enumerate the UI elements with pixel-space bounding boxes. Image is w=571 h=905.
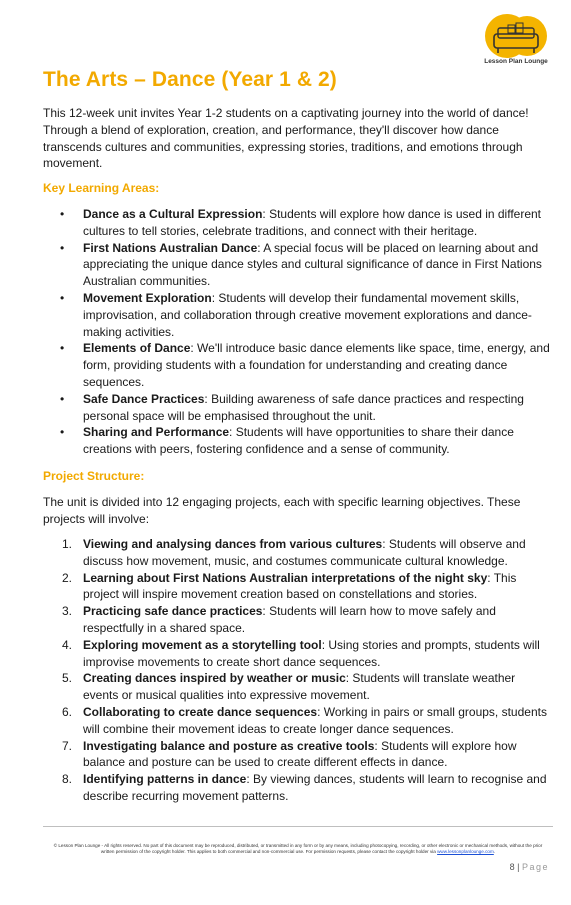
item-text: : Working in pairs or small groups, students will combine their movement ideas to create longer dance sequences. xyxy=(83,704,547,736)
link-suffix: . xyxy=(493,849,496,855)
bullet-icon: • xyxy=(60,341,65,356)
list-item xyxy=(60,340,552,390)
page-separator: | xyxy=(514,862,522,872)
footer-divider xyxy=(43,826,553,827)
item-text: : Students will explore how dance is used in different cultures to tell stories, celebrate traditions, and connect with their heritage. xyxy=(83,207,542,238)
item-term: Elements of Dance xyxy=(83,341,191,356)
item-text: : Students will develop their fundamental movement skills, improvisation, and collaboration through creative movement explorations and dance-making activities. xyxy=(83,290,532,339)
item-text: : Using stories and prompts, students will improvise movements to create short dance sequences. xyxy=(83,637,540,669)
item-term: Creating dances inspired by weather or music xyxy=(83,671,346,686)
item-term: First Nations Australian Dance xyxy=(83,240,258,255)
key-learning-list xyxy=(60,206,552,458)
list-item xyxy=(60,570,552,604)
item-text: : Building awareness of safe dance practices and respecting personal space will be emphasised throughout the unit. xyxy=(83,391,524,423)
page-number xyxy=(510,862,549,872)
bullet-icon: • xyxy=(60,207,65,221)
item-term: Safe Dance Practices xyxy=(83,391,205,406)
project-structure-heading: Project Structure: xyxy=(43,469,145,483)
item-text: : We'll introduce basic dance elements like space, time, energy, and form, providing students with a foundation for understanding and creating dance sequences. xyxy=(83,341,550,389)
logo-text: Lesson Plan Lounge xyxy=(484,58,548,65)
item-number: 4. xyxy=(62,637,73,652)
item-text: : By viewing dances, students will learn to recognise and describe recurring movement patterns. xyxy=(83,772,547,803)
item-term: Investigating balance and posture as creative tools xyxy=(83,738,375,753)
list-item xyxy=(60,637,552,671)
bullet-icon: • xyxy=(60,240,65,255)
item-term: Movement Exploration xyxy=(83,290,212,305)
bullet-icon: • xyxy=(60,391,65,406)
list-item xyxy=(60,704,552,738)
page-number-value: 8 xyxy=(509,862,515,872)
item-text: : This project will inspire movement creation based on constellations and stories. xyxy=(83,570,517,602)
item-number: 1. xyxy=(62,537,73,551)
list-item xyxy=(60,738,552,772)
item-term: Viewing and analysing dances from various cultures xyxy=(83,537,383,551)
item-number: 5. xyxy=(62,671,73,686)
list-item xyxy=(60,240,552,290)
item-term: Identifying patterns in dance xyxy=(83,772,247,787)
item-term: Collaborating to create dance sequences xyxy=(83,704,318,719)
project-list xyxy=(60,536,552,805)
item-term: Practicing safe dance practices xyxy=(83,604,263,619)
list-item xyxy=(60,670,552,704)
item-text: : Students will translate weather events or musical qualities into expressive movement. xyxy=(83,671,516,703)
page-word: Page xyxy=(521,862,549,872)
footer-copyright xyxy=(48,843,548,856)
copyright-text: © Lesson Plan Lounge - All rights reserved. No part of this document may be reproduced, distributed, or transmitted in any form or by any means, including photocopying, recording, or other electronic or mechanical methods, without the prior written permission of the copyright holder. This applies to both commercial and non-commercial use. For permission requests, please contact the copyright holder via xyxy=(53,843,543,855)
intro-paragraph: This 12-week unit invites Year 1-2 students on a captivating journey into the world of dance! Through a blend of exploration, creation, and performance, they'll discover how dance transcends cultures and communities, expressing stories, traditions, and emotions through movement. xyxy=(43,106,529,171)
list-item xyxy=(60,206,552,240)
item-number: 2. xyxy=(62,570,73,585)
list-item xyxy=(60,536,552,570)
item-text: : A special focus will be placed on learning about and appreciating the unique dance styles and cultural significance of dance in First Nations Australian communities. xyxy=(83,240,542,289)
item-text: : Students will have opportunities to share their dance creations with peers, fostering confidence and a sense of community. xyxy=(83,425,514,457)
list-item xyxy=(60,391,552,425)
item-text: : Students will learn how to move safely and respectfully in a shared space. xyxy=(83,604,496,635)
item-text: : Students will explore how balance and posture can be used to create different effects in dance. xyxy=(83,738,517,770)
list-item xyxy=(60,603,552,637)
list-item xyxy=(60,771,552,805)
project-structure-intro: The unit is divided into 12 engaging projects, each with specific learning objectives. These projects will involve: xyxy=(43,495,521,526)
item-term: Learning about First Nations Australian interpretations of the night sky xyxy=(83,570,488,585)
bullet-icon: • xyxy=(60,425,65,440)
item-term: Sharing and Performance xyxy=(83,425,230,440)
bullet-icon: • xyxy=(60,290,65,305)
item-text: : Students will observe and discuss how movement, music, and costumes communicate cultural knowledge. xyxy=(83,537,526,568)
item-number: 8. xyxy=(62,772,73,787)
list-item xyxy=(60,290,552,340)
item-term: Exploring movement as a storytelling tool xyxy=(83,637,322,652)
key-learning-heading: Key Learning Areas: xyxy=(43,181,160,195)
item-number: 7. xyxy=(62,738,73,753)
list-item xyxy=(60,424,552,458)
item-term: Dance as a Cultural Expression xyxy=(83,207,263,221)
page-title: The Arts – Dance (Year 1 & 2) xyxy=(43,68,337,91)
item-number: 6. xyxy=(62,704,73,719)
website-link[interactable]: www.lessonplanlounge.com xyxy=(437,849,494,855)
item-number: 3. xyxy=(62,604,73,619)
